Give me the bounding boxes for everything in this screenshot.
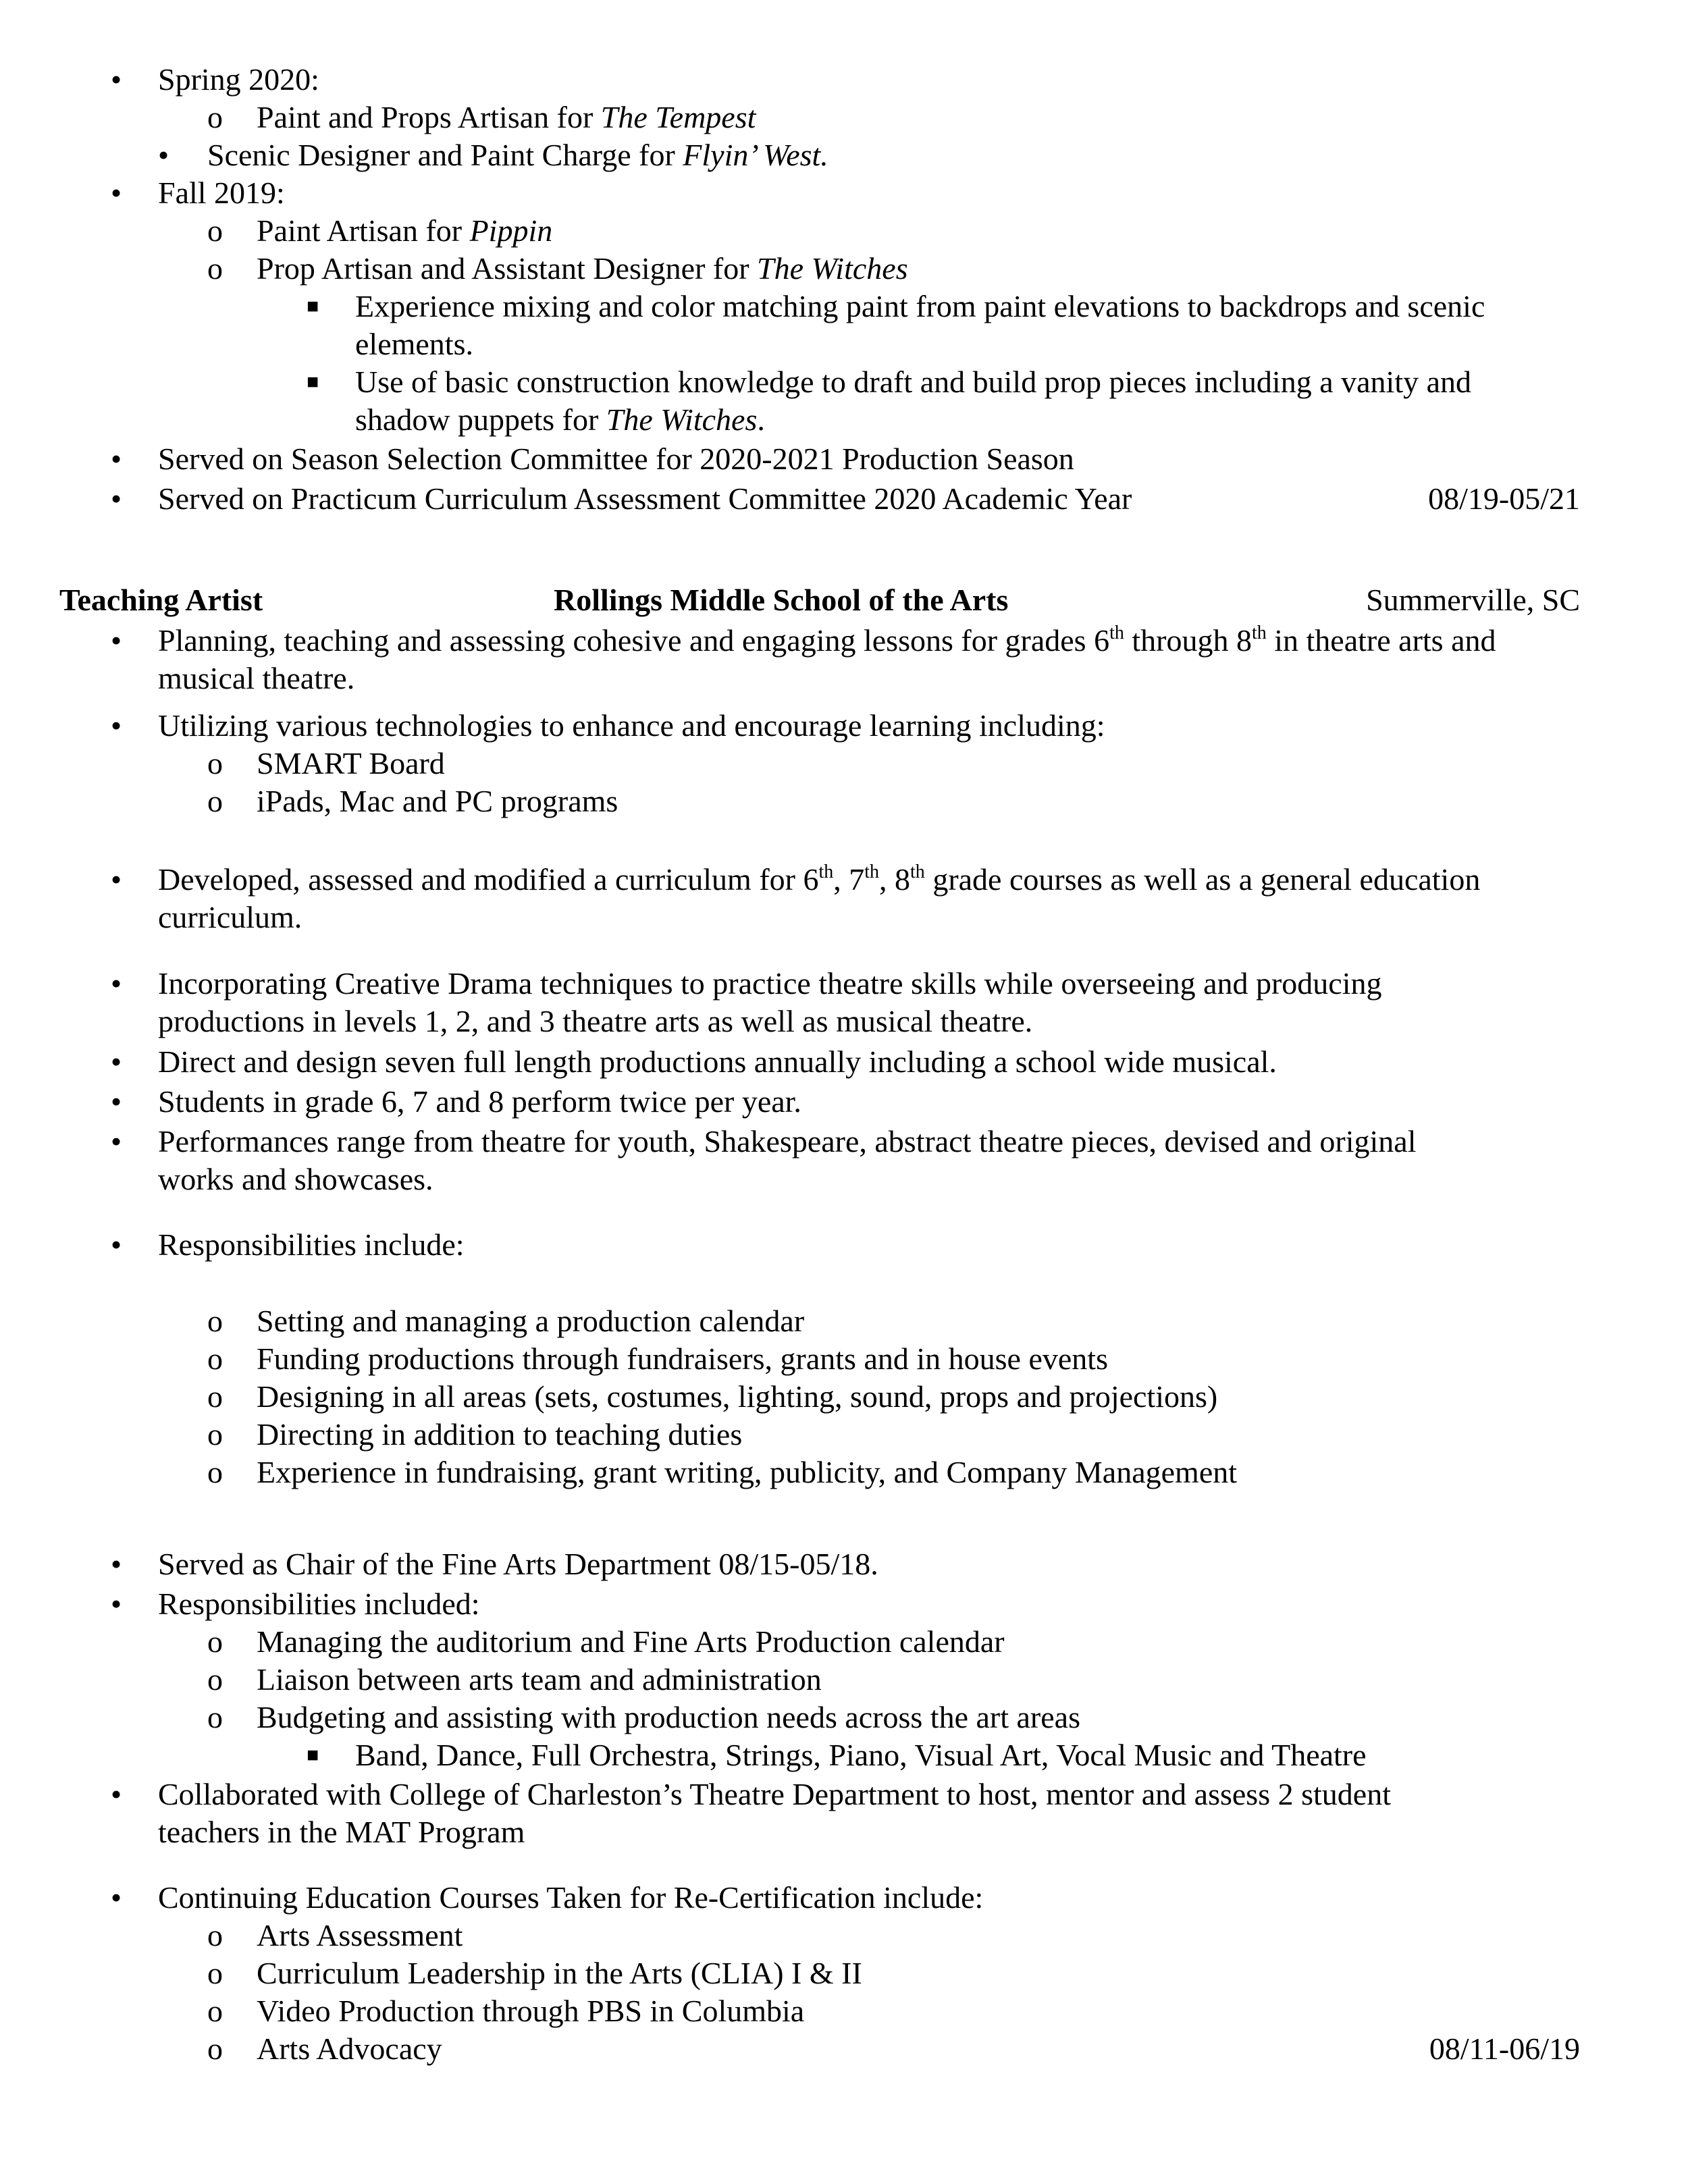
list-item-art-areas: Band, Dance, Full Orchestra, Strings, Piano, Visual Art, Vocal Music and Theatre [355, 1738, 1367, 1772]
square-bullet-icon: ■ [307, 295, 319, 317]
circle-bullet-icon: o [207, 1956, 223, 1990]
list-item-clia: Curriculum Leadership in the Arts (CLIA) I & II [257, 1956, 862, 1990]
fall-2019-heading: Fall 2019: [158, 176, 285, 210]
list-item-collaborated-line1: Collaborated with College of Charleston’s Theatre Department to host, mentor and assess 2 student [158, 1777, 1391, 1811]
list-item-smart-board: SMART Board [257, 746, 445, 780]
circle-bullet-icon: o [207, 1417, 223, 1451]
list-item-arts-advocacy: Arts Advocacy [257, 2031, 442, 2066]
square-bullet-icon: ■ [307, 371, 319, 393]
list-item-flyin-west: Scenic Designer and Paint Charge for Flyin’ West. [207, 138, 828, 172]
list-item-pippin: Paint Artisan for Pippin [257, 213, 553, 248]
list-item-technologies: Utilizing various technologies to enhance and encourage learning including: [158, 708, 1105, 743]
bullet-icon: • [111, 862, 122, 897]
list-item-experience: Experience in fundraising, grant writing, publicity, and Company Management [257, 1455, 1238, 1489]
circle-bullet-icon: o [207, 1624, 223, 1659]
list-item-tempest: Paint and Props Artisan for The Tempest [257, 100, 756, 134]
list-item-curriculum-line2: curriculum. [158, 900, 302, 934]
circle-bullet-icon: o [207, 746, 223, 780]
list-item-funding: Funding productions through fundraisers, grants and in house events [257, 1341, 1108, 1376]
list-item-designing: Designing in all areas (sets, costumes, lighting, sound, props and projections) [257, 1379, 1218, 1414]
list-item-arts-assessment: Arts Assessment [257, 1918, 463, 1952]
list-item-performances-line2: works and showcases. [158, 1162, 433, 1196]
spring-2020-heading: Spring 2020: [158, 62, 319, 97]
circle-bullet-icon: o [207, 100, 223, 134]
list-item-construction-line2: shadow puppets for The Witches. [355, 402, 765, 437]
bullet-icon: • [111, 1227, 122, 1262]
job-title: Teaching Artist [59, 583, 263, 617]
circle-bullet-icon: o [207, 1341, 223, 1376]
bullet-icon: • [111, 623, 122, 658]
circle-bullet-icon: o [207, 784, 223, 818]
list-item-construction-line1: Use of basic construction knowledge to draft and build prop pieces including a vanity and [355, 365, 1472, 399]
employer-name: Rollings Middle School of the Arts [554, 583, 1009, 617]
circle-bullet-icon: o [207, 1304, 223, 1338]
bullet-icon: • [111, 1777, 122, 1811]
list-item-practicum-committee: Served on Practicum Curriculum Assessment Committee 2020 Academic Year [158, 481, 1132, 516]
list-item-budgeting: Budgeting and assisting with production needs across the art areas [257, 1700, 1080, 1734]
list-item-ipads: iPads, Mac and PC programs [257, 784, 618, 818]
bullet-icon: • [111, 708, 122, 743]
circle-bullet-icon: o [207, 213, 223, 248]
list-item-responsibilities-included: Responsibilities included: [158, 1587, 480, 1621]
bullet-icon: • [111, 176, 122, 210]
list-item-witches: Prop Artisan and Assistant Designer for The Witches [257, 251, 908, 286]
list-item-students: Students in grade 6, 7 and 8 perform twice per year. [158, 1084, 801, 1119]
bullet-icon: • [111, 62, 122, 97]
list-item-planning-line1: Planning, teaching and assessing cohesive and engaging lessons for grades 6th through 8th in theatre arts and [158, 622, 1496, 658]
list-item-creative-drama-line2: productions in levels 1, 2, and 3 theatre arts as well as musical theatre. [158, 1004, 1033, 1038]
bullet-icon: • [111, 1547, 122, 1581]
list-item-direct-design: Direct and design seven full length productions annually including a school wide musical. [158, 1044, 1277, 1079]
list-item-curriculum-line1: Developed, assessed and modified a curriculum for 6th, 7th, 8th grade courses as well as a general education [158, 861, 1481, 897]
circle-bullet-icon: o [207, 1918, 223, 1952]
bullet-icon: • [111, 1880, 122, 1915]
circle-bullet-icon: o [207, 1379, 223, 1414]
circle-bullet-icon: o [207, 2031, 223, 2066]
bullet-icon: • [111, 1587, 122, 1621]
circle-bullet-icon: o [207, 1662, 223, 1697]
circle-bullet-icon: o [207, 251, 223, 286]
list-item-performances-line1: Performances range from theatre for youth, Shakespeare, abstract theatre pieces, devised and original [158, 1124, 1417, 1158]
bullet-icon: • [111, 442, 122, 476]
job-location: Summerville, SC [1366, 583, 1580, 617]
list-item-chair: Served as Chair of the Fine Arts Department 08/15-05/18. [158, 1547, 878, 1581]
circle-bullet-icon: o [207, 1700, 223, 1734]
circle-bullet-icon: o [207, 1994, 223, 2028]
square-bullet-icon: ■ [307, 1744, 319, 1766]
list-item-mixing-line2: elements. [355, 327, 473, 361]
list-item-auditorium: Managing the auditorium and Fine Arts Production calendar [257, 1624, 1005, 1659]
list-item-continuing-education: Continuing Education Courses Taken for Re-Certification include: [158, 1880, 984, 1915]
bullet-icon: • [111, 1124, 122, 1158]
list-item-directing: Directing in addition to teaching duties [257, 1417, 743, 1451]
list-item-creative-drama-line1: Incorporating Creative Drama techniques to practice theatre skills while overseeing and producing [158, 966, 1382, 1001]
list-item-mixing-line1: Experience mixing and color matching paint from paint elevations to backdrops and scenic [355, 289, 1485, 323]
bullet-icon: • [111, 966, 122, 1001]
list-item-responsibilities: Responsibilities include: [158, 1227, 465, 1262]
circle-bullet-icon: o [207, 1455, 223, 1489]
bullet-icon: • [111, 1044, 122, 1079]
date-range: 08/11-06/19 [1429, 2031, 1580, 2066]
date-range: 08/19-05/21 [1428, 481, 1580, 516]
list-item-production-calendar: Setting and managing a production calendar [257, 1304, 805, 1338]
bullet-icon: • [111, 481, 122, 516]
list-item-season-committee: Served on Season Selection Committee for 2020-2021 Production Season [158, 442, 1074, 476]
list-item-video-production: Video Production through PBS in Columbia [257, 1994, 805, 2028]
bullet-icon: • [111, 1084, 122, 1119]
list-item-liaison: Liaison between arts team and administration [257, 1662, 822, 1697]
list-item-planning-line2: musical theatre. [158, 661, 355, 695]
list-item-collaborated-line2: teachers in the MAT Program [158, 1815, 525, 1849]
bullet-icon: • [158, 138, 169, 172]
